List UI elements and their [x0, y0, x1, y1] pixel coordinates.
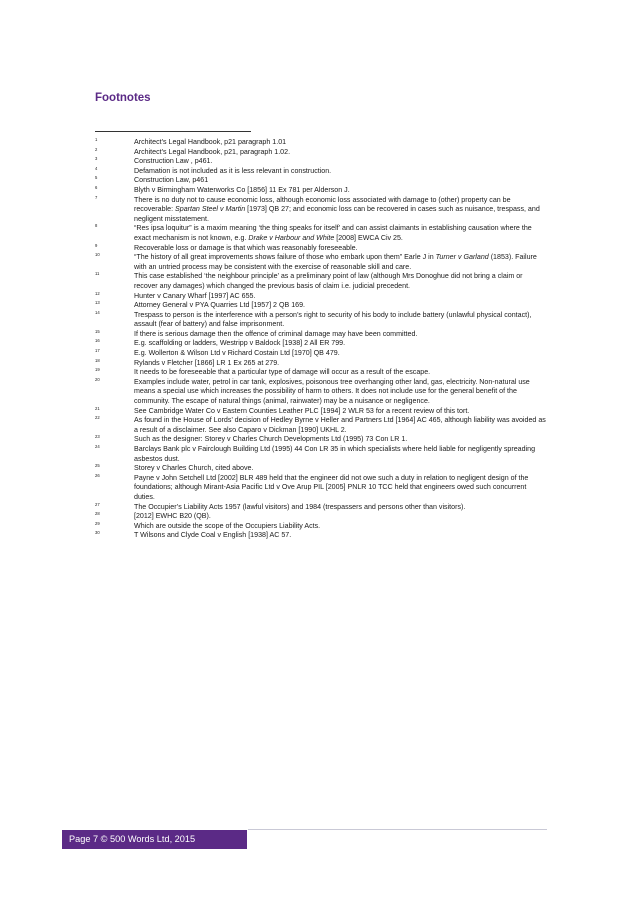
footnote-number: 14: [95, 309, 100, 315]
footnote-text-segment: [1973] QB 27; and economic loss can be recovered in cases such as nuisance, trespass, and negligent misstatement.: [134, 205, 540, 223]
footnote-text: [134, 311, 547, 330]
footnote-number: 27: [95, 501, 100, 507]
footnote-text-segment: Construction Law, p461: [134, 176, 209, 185]
footnote-text-segment: Attorney General v PYA Quarries Ltd [1957] 2 QB 169.: [134, 301, 306, 310]
footnote-item: [95, 176, 547, 186]
footnote-number: 28: [95, 511, 100, 517]
footnote-item: [95, 292, 547, 302]
footnote-item: [95, 474, 547, 503]
footnote-item: [95, 244, 547, 254]
footnote-text: [134, 445, 547, 464]
footnote-text: [134, 301, 547, 311]
footnote-text: [134, 157, 547, 167]
footnote-number: 25: [95, 463, 100, 469]
footnote-text-segment: Recoverable loss or damage is that which was reasonably foreseeable.: [134, 243, 358, 252]
footnote-text: [134, 196, 547, 225]
footnote-text-segment: Storey v Charles Church, cited above.: [134, 464, 254, 473]
footnote-text-segment: It needs to be foreseeable that a particular type of damage will occur as a result of the escape.: [134, 368, 431, 377]
footnote-number: 19: [95, 367, 100, 373]
case-name-italic: Spartan Steel v Martin: [175, 205, 246, 214]
footnote-text-segment: (1853). Failure with an untried process may be consistent with the exercise of reasonable skill and care.: [134, 253, 537, 271]
footnote-number: 21: [95, 405, 100, 411]
footnote-text-segment: Such as the designer: Storey v Charles Church Developments Ltd (1995) 73 Con LR 1.: [134, 435, 408, 444]
footnote-item: [95, 224, 547, 243]
footnote-number: 3: [95, 156, 98, 162]
footnote-number: 7: [95, 194, 98, 200]
footnote-text: [134, 176, 547, 186]
footnote-text-segment: E.g. Wollerton & Wilson Ltd v Richard Costain Ltd [1970] QB 479.: [134, 349, 340, 358]
footnote-number: 5: [95, 175, 98, 181]
page-heading: Footnotes: [95, 92, 151, 104]
footnote-text: [134, 272, 547, 291]
footnote-text: [134, 186, 547, 196]
footnote-item: [95, 186, 547, 196]
footnote-text: [134, 224, 547, 243]
footnote-item: [95, 349, 547, 359]
footnote-number: 24: [95, 444, 100, 449]
footnote-number: 18: [95, 357, 100, 363]
footnote-text: [134, 512, 547, 522]
footnote-item: [95, 196, 547, 225]
footnote-item: [95, 311, 547, 330]
footnote-text-segment: If there is serious damage then the offence of criminal damage may have been committed.: [134, 329, 418, 338]
footnote-item: [95, 330, 547, 340]
footnote-item: [95, 416, 547, 435]
footnote-number: 20: [95, 376, 100, 382]
footnote-number: 22: [95, 415, 100, 421]
footnote-text-segment: Trespass to person is the interference with a person’s right to security of his body to include battery (unlawful physical contact), assault (fear of battery) and false imprisonment.: [134, 310, 532, 329]
footnote-number: 4: [95, 165, 98, 171]
footnotes-list: [95, 138, 547, 541]
footnote-number: 15: [95, 328, 100, 334]
footnote-text: [134, 349, 547, 359]
footnote-item: [95, 301, 547, 311]
footnote-number: 13: [95, 300, 100, 306]
footnote-number: 9: [95, 242, 98, 248]
footnote-text: [134, 138, 547, 148]
footnote-number: 29: [95, 520, 100, 526]
footnote-text-segment: Barclays Bank plc v Fairclough Building Ltd (1995) 44 Con LR 35 in which specialists where held liable for negligently spreading asbestos dust.: [134, 445, 536, 463]
footnote-text: [134, 359, 547, 369]
footnote-text-segment: Blyth v Birmingham Waterworks Co [1856] 11 Ex 781 per Alderson J.: [134, 185, 350, 194]
footnote-item: [95, 512, 547, 522]
footnote-text-segment: “The history of all great improvements shows failure of those who embark upon them” Earle J in: [134, 253, 436, 262]
footnote-number: 10: [95, 252, 100, 258]
footnote-item: [95, 368, 547, 378]
footnote-text: [134, 292, 547, 302]
footnote-text-segment: Hunter v Canary Wharf [1997] AC 655.: [134, 291, 256, 300]
footnote-text-segment: Defamation is not included as it is less relevant in construction.: [134, 166, 332, 175]
footnote-text: [134, 167, 547, 177]
footnote-number: 6: [95, 184, 98, 190]
footnote-text-segment: [2008] EWCA Civ 25.: [334, 233, 403, 242]
footnote-item: [95, 339, 547, 349]
footnote-text: [134, 378, 547, 407]
footnote-text: [134, 416, 547, 435]
case-name-italic: Drake v Harbour and White: [248, 233, 335, 242]
footnote-text: [134, 503, 547, 513]
footnote-text-segment: The Occupier’s Liability Acts 1957 (lawful visitors) and 1984 (trespassers and persons other than visitors).: [134, 502, 466, 511]
footnote-text: [134, 531, 547, 541]
footnote-number: 17: [95, 348, 100, 354]
footnote-text-segment: Construction Law , p461.: [134, 157, 213, 166]
footnote-text-segment: “Res ipsa loquitur” is a maxim meaning ‘the thing speaks for itself’ and can assist claimants in establishing causation where the exact mechanism is not known, e.g.: [134, 224, 532, 242]
footnote-text-segment: T Wilsons and Clyde Coal v English [1938] AC 57.: [134, 531, 292, 540]
footnote-text-segment: [2012] EWHC B20 (QB).: [134, 512, 211, 521]
footnote-item: [95, 407, 547, 417]
footnote-text-segment: There is no duty not to cause economic loss, although economic loss associated with damage to (other) property can be recoverable:: [134, 195, 511, 214]
footnote-item: [95, 167, 547, 177]
footnote-text-segment: As found in the House of Lords’ decision of Hedley Byrne v Heller and Partners Ltd [1964] AC 465, although liability was avoided as a result of a disclaimer. See also Caparo v Dickman [1990] UKHL 2.: [134, 416, 546, 434]
footnote-item: [95, 378, 547, 407]
footnote-item: [95, 464, 547, 474]
footnote-text: [134, 330, 547, 340]
footnote-item: [95, 253, 547, 272]
footer-page-label: Page 7 © 500 Words Ltd, 2015: [62, 830, 247, 849]
footnote-text-segment: E.g. scaffolding or ladders, Westripp v Baldock [1938] 2 All ER 799.: [134, 339, 346, 348]
footnote-number: 11: [95, 271, 100, 277]
footnote-text: [134, 339, 547, 349]
footnote-text-segment: Payne v John Setchell Ltd [2002] BLR 489 held that the engineer did not owe such a duty in relation to negligent design of the foundations; although Mirant-Asia Pacific Ltd v Ove Arup PIL [2005] PNLR 10 TCC held that engineers owed such concurrent duties.: [134, 473, 529, 501]
footnote-text: [134, 435, 547, 445]
footnote-text: [134, 407, 547, 417]
footnote-item: [95, 522, 547, 532]
footnote-text: [134, 368, 547, 378]
footnote-text: [134, 464, 547, 474]
footnote-text: [134, 253, 547, 272]
footnote-number: 12: [95, 290, 100, 296]
footnote-number: 26: [95, 472, 100, 478]
footnote-text-segment: See Cambridge Water Co v Eastern Counties Leather PLC [1994] 2 WLR 53 for a recent review of this tort.: [134, 406, 470, 415]
footnote-item: [95, 359, 547, 369]
footnote-item: [95, 157, 547, 167]
footnote-item: [95, 445, 547, 464]
footnote-item: [95, 531, 547, 541]
footnote-text: [134, 522, 547, 532]
footnote-text: [134, 474, 547, 503]
footnote-number: 1: [95, 137, 98, 142]
footnote-separator: [95, 131, 251, 132]
footnote-number: 8: [95, 223, 98, 229]
footnote-number: 23: [95, 434, 100, 440]
footnote-number: 2: [95, 146, 98, 152]
footnote-text-segment: Architect’s Legal Handbook, p21, paragraph 1.02.: [134, 147, 291, 156]
footnote-text: [134, 244, 547, 254]
footnote-text-segment: Architect’s Legal Handbook, p21 paragraph 1.01: [134, 138, 287, 146]
footnote-text-segment: Rylands v Fletcher [1866] LR 1 Ex 265 at 279.: [134, 358, 280, 367]
footnote-item: [95, 272, 547, 291]
footnote-number: 30: [95, 530, 100, 536]
footnote-number: 16: [95, 338, 100, 344]
footnote-text-segment: This case established ‘the neighbour principle’ as a preliminary point of law (although Mrs Donoghue did not bring a claim or recover any damages) which changed the previous basis of claim i.e. judicial precedent.: [134, 272, 523, 290]
footnote-text: [134, 148, 547, 158]
footer-rule: [248, 829, 547, 830]
footnote-text-segment: Which are outside the scope of the Occupiers Liability Acts.: [134, 521, 321, 530]
footnote-item: [95, 503, 547, 513]
footnote-item: [95, 435, 547, 445]
case-name-italic: Turner v Garland: [435, 253, 489, 262]
footnote-item: [95, 138, 547, 148]
footnote-text-segment: Examples include water, petrol in car tank, explosives, poisonous tree overhanging other land, gas, electricity. Non-natural use means a special use which increases the possibility of harm to others. It does not include use for the general benefit of the community. The escape of natural things (animal, rainwater) may be a nuisance or negligence.: [134, 377, 530, 406]
footnote-item: [95, 148, 547, 158]
